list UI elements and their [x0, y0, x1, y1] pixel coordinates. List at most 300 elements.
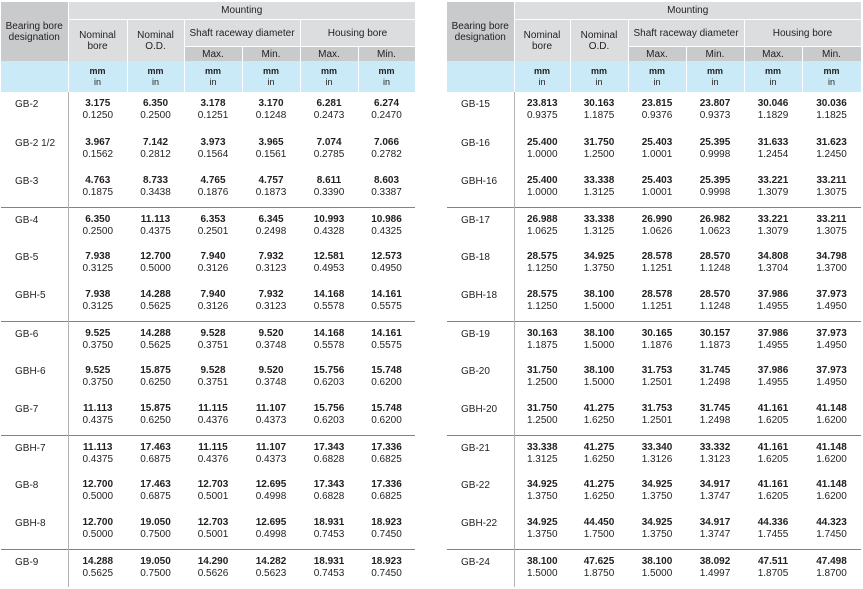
- value-in: 0.5623: [255, 567, 287, 579]
- value-in: 0.6203: [313, 377, 345, 388]
- value-in: 1.1873: [699, 339, 731, 351]
- value-in: 0.5001: [197, 491, 229, 502]
- bearing-designation: GB-7: [1, 397, 68, 435]
- value-mm: 34.925: [526, 479, 558, 490]
- value-mm: 15.875: [140, 365, 171, 376]
- value-mm: 9.520: [258, 327, 284, 339]
- value-in: 1.4955: [757, 301, 789, 312]
- housing-max-cell: [300, 435, 358, 473]
- housing-min-cell: [358, 435, 415, 473]
- housing-min-cell: [358, 511, 415, 549]
- shaft-max-cell: [184, 397, 242, 435]
- value-in: 1.2500: [583, 149, 615, 160]
- nominal-od-cell: [127, 473, 184, 511]
- value-mm: 33.221: [757, 175, 789, 186]
- bearing-designation: GBH-16: [447, 169, 514, 207]
- bearing-designation: GBH-5: [1, 283, 68, 321]
- value-in: 1.7500: [583, 529, 615, 540]
- value-in: 1.8700: [816, 567, 847, 579]
- value-mm: 31.750: [526, 365, 558, 376]
- value-in: 0.7453: [313, 529, 345, 540]
- value-in: 0.4325: [371, 225, 402, 237]
- nominal-od-cell: [570, 511, 628, 549]
- value-mm: 15.748: [371, 365, 402, 376]
- value-mm: 44.450: [583, 517, 615, 528]
- value-in: 1.1248: [699, 301, 731, 312]
- value-in: 1.0001: [641, 187, 673, 198]
- nominal-bore-cell: [514, 169, 570, 207]
- value-mm: 38.100: [526, 555, 558, 567]
- shaft-max-cell: [184, 511, 242, 549]
- value-mm: 41.148: [816, 403, 847, 414]
- bearing-designation: GBH-20: [447, 397, 514, 435]
- value-mm: 12.581: [313, 251, 345, 262]
- value-in: 1.5000: [583, 377, 615, 388]
- value-in: 0.3748: [255, 377, 287, 388]
- value-in: 1.3750: [526, 529, 558, 540]
- nominal-bore-cell: [68, 283, 127, 321]
- shaft-max-cell: [628, 473, 686, 511]
- value-mm: 15.875: [140, 403, 171, 414]
- shaft-min-cell: [242, 169, 300, 207]
- mounting-header: Mounting: [68, 2, 415, 20]
- nominal-od-header: Nominal O.D.: [570, 20, 628, 62]
- housing-min-cell: [802, 511, 861, 549]
- value-mm: 28.575: [526, 289, 558, 300]
- housing-min-cell: [358, 245, 415, 283]
- housing-max-cell: [744, 321, 802, 359]
- housing-min-cell: [802, 131, 861, 169]
- value-mm: 33.338: [526, 441, 558, 453]
- table-row: [447, 359, 861, 397]
- value-in: 0.7450: [371, 567, 402, 579]
- value-mm: 14.168: [313, 327, 345, 339]
- value-mm: 41.161: [757, 403, 789, 414]
- value-mm: 37.986: [757, 289, 789, 300]
- shaft-max-cell: [184, 283, 242, 321]
- value-mm: 25.395: [699, 137, 731, 148]
- value-in: 0.6828: [313, 491, 345, 502]
- nominal-od-cell: [127, 511, 184, 549]
- shaft-max-cell: [184, 131, 242, 169]
- shaft-min-cell: [242, 435, 300, 473]
- value-in: 1.2501: [641, 377, 673, 388]
- nominal-bore-cell: [514, 511, 570, 549]
- value-in: 1.5000: [583, 301, 615, 312]
- value-in: 1.1248: [699, 263, 731, 274]
- unit-cell: mm in: [300, 61, 358, 92]
- table-row: [1, 397, 415, 435]
- value-in: 0.1250: [82, 110, 114, 121]
- value-in: 0.5625: [140, 339, 171, 351]
- housing-max-header: Max.: [744, 47, 802, 62]
- table-row: [1, 283, 415, 321]
- value-in: 1.4950: [816, 377, 847, 388]
- value-in: 0.1564: [197, 149, 229, 160]
- unit-cell: mm in: [68, 61, 127, 92]
- nominal-bore-cell: [68, 321, 127, 359]
- shaft-min-cell: [686, 435, 744, 473]
- value-in: 0.3387: [371, 187, 402, 198]
- table-row: [447, 321, 861, 359]
- nominal-od-cell: [570, 245, 628, 283]
- shaft-min-cell: [242, 321, 300, 359]
- nominal-od-cell: [570, 473, 628, 511]
- value-mm: 6.345: [258, 213, 284, 225]
- bearing-designation: GB-3: [1, 169, 68, 207]
- units-row: [1, 61, 415, 92]
- housing-min-cell: [802, 435, 861, 473]
- designation-header: Bearing bore designation: [447, 2, 514, 61]
- housing-min-cell: [358, 321, 415, 359]
- table-row: [1, 435, 415, 473]
- table-row: [447, 92, 861, 131]
- value-mm: 17.343: [313, 441, 345, 453]
- value-mm: 12.573: [371, 251, 402, 262]
- nominal-bore-cell: [514, 549, 570, 587]
- nominal-od-cell: [127, 92, 184, 131]
- nominal-bore-cell: [514, 359, 570, 397]
- value-in: 1.1251: [641, 263, 673, 274]
- unit-cell: mm in: [514, 61, 570, 92]
- bearing-designation: GB-17: [447, 207, 514, 245]
- value-mm: 38.100: [583, 365, 615, 376]
- value-mm: 33.338: [583, 175, 615, 186]
- housing-min-cell: [802, 473, 861, 511]
- value-mm: 33.340: [641, 441, 673, 453]
- housing-min-cell: [802, 245, 861, 283]
- value-in: 0.4375: [82, 415, 114, 426]
- value-mm: 47.498: [816, 555, 847, 567]
- value-mm: 14.288: [82, 555, 114, 567]
- value-mm: 18.931: [313, 517, 345, 528]
- value-mm: 31.753: [641, 365, 673, 376]
- value-mm: 26.988: [526, 213, 558, 225]
- shaft-min-cell: [686, 397, 744, 435]
- value-in: 0.1875: [82, 187, 114, 198]
- shaft-max-cell: [184, 473, 242, 511]
- value-in: 0.9373: [699, 110, 731, 121]
- value-mm: 7.066: [373, 137, 400, 148]
- value-mm: 28.578: [641, 251, 673, 262]
- value-mm: 28.575: [526, 251, 558, 262]
- value-in: 0.6828: [313, 453, 345, 465]
- shaft-min-cell: [686, 283, 744, 321]
- shaft-max-cell: [628, 397, 686, 435]
- nominal-bore-cell: [68, 473, 127, 511]
- value-in: 1.1251: [641, 301, 673, 312]
- housing-min-cell: [358, 397, 415, 435]
- nominal-od-cell: [570, 549, 628, 587]
- value-mm: 9.528: [200, 327, 226, 339]
- shaft-min-cell: [242, 245, 300, 283]
- shaft-max-cell: [184, 549, 242, 587]
- value-mm: 7.074: [316, 137, 342, 148]
- bearing-designation: GB-24: [447, 549, 514, 587]
- housing-max-cell: [744, 511, 802, 549]
- table-row: [447, 245, 861, 283]
- bearing-designation: GB-16: [447, 131, 514, 169]
- value-in: 1.6250: [583, 453, 615, 465]
- value-in: 0.4375: [82, 453, 114, 465]
- value-in: 1.1876: [641, 339, 673, 351]
- value-in: 0.6250: [140, 415, 171, 426]
- shaft-min-cell: [686, 131, 744, 169]
- shaft-max-cell: [628, 92, 686, 131]
- value-mm: 38.100: [583, 327, 615, 339]
- housing-min-cell: [802, 283, 861, 321]
- value-in: 1.3075: [816, 225, 847, 237]
- shaft-raceway-header: Shaft raceway diameter: [184, 20, 300, 47]
- value-mm: 26.982: [699, 213, 731, 225]
- value-mm: 15.748: [371, 403, 402, 414]
- table-row: [1, 321, 415, 359]
- shaft-min-cell: [686, 511, 744, 549]
- value-in: 0.5578: [313, 339, 345, 351]
- value-mm: 15.756: [313, 365, 345, 376]
- value-mm: 7.932: [258, 251, 284, 262]
- nominal-od-cell: [570, 169, 628, 207]
- value-mm: 12.700: [82, 479, 114, 490]
- value-mm: 12.695: [255, 517, 287, 528]
- value-in: 1.5000: [583, 339, 615, 351]
- shaft-max-cell: [628, 321, 686, 359]
- nominal-bore-cell: [68, 92, 127, 131]
- table-row: [447, 511, 861, 549]
- value-mm: 14.290: [197, 555, 229, 567]
- housing-min-cell: [802, 207, 861, 245]
- value-mm: 37.986: [757, 327, 789, 339]
- value-in: 1.3075: [816, 187, 847, 198]
- value-mm: 28.570: [699, 289, 731, 300]
- value-mm: 33.332: [699, 441, 731, 453]
- shaft-min-cell: [242, 359, 300, 397]
- shaft-max-cell: [628, 359, 686, 397]
- value-in: 1.2450: [816, 149, 847, 160]
- value-mm: 11.115: [198, 441, 228, 453]
- nominal-bore-cell: [514, 397, 570, 435]
- value-in: 0.2782: [371, 149, 402, 160]
- value-in: 1.4950: [816, 339, 847, 351]
- units-row: [447, 61, 861, 92]
- nominal-od-cell: [127, 397, 184, 435]
- bearing-designation: GB-21: [447, 435, 514, 473]
- shaft-max-cell: [184, 169, 242, 207]
- value-mm: 4.765: [200, 175, 226, 186]
- shaft-max-cell: [184, 245, 242, 283]
- value-in: 0.6875: [140, 453, 171, 465]
- value-mm: 33.211: [816, 175, 847, 186]
- nominal-bore-cell: [68, 397, 127, 435]
- nominal-od-cell: [570, 397, 628, 435]
- value-mm: 18.923: [371, 517, 402, 528]
- value-in: 1.0626: [641, 225, 673, 237]
- value-in: 1.6205: [757, 491, 789, 502]
- value-in: 1.3750: [526, 491, 558, 502]
- housing-max-cell: [300, 549, 358, 587]
- value-in: 0.7500: [140, 529, 171, 540]
- value-mm: 41.275: [583, 479, 615, 490]
- value-mm: 7.938: [85, 289, 111, 300]
- value-in: 1.7450: [816, 529, 847, 540]
- value-mm: 30.036: [816, 98, 847, 109]
- value-in: 0.2498: [255, 225, 287, 237]
- value-in: 0.6825: [371, 453, 402, 465]
- value-mm: 17.336: [371, 441, 402, 453]
- nominal-bore-cell: [514, 321, 570, 359]
- value-mm: 8.733: [142, 175, 169, 186]
- value-in: 1.4955: [757, 377, 789, 388]
- nominal-od-cell: [127, 131, 184, 169]
- value-mm: 34.917: [699, 517, 731, 528]
- value-in: 1.1825: [816, 110, 847, 121]
- value-mm: 25.403: [641, 175, 673, 186]
- shaft-max-cell: [628, 435, 686, 473]
- value-mm: 6.281: [316, 98, 342, 109]
- value-in: 0.6203: [313, 415, 345, 426]
- nominal-bore-cell: [68, 359, 127, 397]
- value-in: 1.5000: [641, 567, 673, 579]
- table-row: [447, 283, 861, 321]
- unit-cell: mm in: [242, 61, 300, 92]
- value-mm: 41.275: [583, 403, 615, 414]
- value-mm: 9.525: [85, 327, 111, 339]
- value-mm: 4.757: [258, 175, 284, 186]
- value-mm: 11.107: [255, 403, 287, 414]
- nominal-od-cell: [570, 321, 628, 359]
- table-row: [447, 473, 861, 511]
- value-mm: 30.163: [526, 327, 558, 339]
- value-in: 1.6205: [757, 453, 789, 465]
- value-mm: 6.353: [200, 213, 226, 225]
- housing-max-header: Max.: [300, 47, 358, 62]
- value-mm: 33.211: [816, 213, 847, 225]
- value-in: 1.3125: [526, 453, 558, 465]
- value-mm: 28.578: [641, 289, 673, 300]
- shaft-max-cell: [628, 131, 686, 169]
- housing-max-cell: [300, 397, 358, 435]
- value-in: 1.0625: [526, 225, 558, 237]
- housing-max-cell: [744, 245, 802, 283]
- table-row: [1, 92, 415, 131]
- value-in: 0.3751: [197, 339, 229, 351]
- value-in: 0.4998: [255, 491, 287, 502]
- unit-cell: mm in: [686, 61, 744, 92]
- shaft-max-cell: [628, 169, 686, 207]
- nominal-od-cell: [127, 321, 184, 359]
- nominal-od-cell: [570, 131, 628, 169]
- value-mm: 41.275: [583, 441, 615, 453]
- shaft-max-cell: [628, 245, 686, 283]
- nominal-bore-cell: [514, 92, 570, 131]
- value-in: 0.4950: [371, 263, 402, 274]
- shaft-min-cell: [686, 207, 744, 245]
- bearing-designation: GB-2: [1, 92, 68, 131]
- bearing-designation: GBH-6: [1, 359, 68, 397]
- value-in: 1.6250: [583, 415, 615, 426]
- value-mm: 11.113: [83, 441, 113, 453]
- value-mm: 33.221: [757, 213, 789, 225]
- value-in: 1.2500: [526, 377, 558, 388]
- nominal-od-cell: [570, 207, 628, 245]
- value-in: 1.2454: [757, 149, 789, 160]
- nominal-od-cell: [127, 283, 184, 321]
- value-mm: 41.161: [757, 479, 789, 490]
- housing-max-cell: [300, 511, 358, 549]
- value-mm: 41.148: [816, 441, 847, 453]
- value-in: 0.9376: [641, 110, 673, 121]
- value-in: 0.3750: [82, 339, 114, 351]
- value-in: 1.3750: [641, 529, 673, 540]
- value-in: 0.1248: [255, 110, 287, 121]
- value-mm: 3.965: [258, 137, 284, 148]
- designation-header: Bearing bore designation: [1, 2, 68, 61]
- value-mm: 6.350: [142, 98, 169, 109]
- value-mm: 37.986: [757, 365, 789, 376]
- shaft-min-header: Min.: [242, 47, 300, 62]
- value-in: 1.8705: [757, 567, 789, 579]
- value-in: 0.3438: [140, 187, 171, 198]
- nominal-bore-cell: [68, 207, 127, 245]
- nominal-od-cell: [127, 207, 184, 245]
- shaft-min-cell: [686, 359, 744, 397]
- value-mm: 34.925: [641, 479, 673, 490]
- value-mm: 47.625: [583, 555, 615, 567]
- unit-cell: mm in: [744, 61, 802, 92]
- value-mm: 3.178: [200, 98, 226, 109]
- value-in: 0.5575: [371, 301, 402, 312]
- nominal-od-cell: [570, 359, 628, 397]
- value-in: 1.3125: [583, 187, 615, 198]
- housing-min-cell: [802, 397, 861, 435]
- bearing-designation: GB-5: [1, 245, 68, 283]
- value-in: 0.9998: [699, 149, 731, 160]
- value-mm: 9.520: [258, 365, 284, 376]
- value-mm: 14.161: [371, 289, 402, 300]
- value-mm: 47.511: [757, 555, 789, 567]
- shaft-min-cell: [686, 245, 744, 283]
- housing-min-header: Min.: [358, 47, 415, 62]
- nominal-bore-cell: [514, 473, 570, 511]
- nominal-od-cell: [127, 359, 184, 397]
- shaft-min-cell: [242, 283, 300, 321]
- value-mm: 7.142: [142, 137, 169, 148]
- value-in: 0.4376: [197, 415, 229, 426]
- value-in: 0.5578: [313, 301, 345, 312]
- housing-max-cell: [300, 473, 358, 511]
- value-in: 1.4955: [757, 339, 789, 351]
- value-mm: 14.282: [255, 555, 287, 567]
- table-row: [447, 169, 861, 207]
- nominal-bore-header: Nominal bore: [68, 20, 127, 62]
- housing-max-cell: [300, 169, 358, 207]
- value-mm: 14.161: [371, 327, 402, 339]
- housing-min-cell: [358, 359, 415, 397]
- shaft-max-header: Max.: [628, 47, 686, 62]
- value-mm: 38.092: [699, 555, 731, 567]
- value-mm: 17.336: [371, 479, 402, 490]
- bearing-designation: GB-20: [447, 359, 514, 397]
- value-in: 1.3126: [641, 453, 673, 465]
- nominal-od-cell: [570, 435, 628, 473]
- value-mm: 9.525: [85, 365, 111, 376]
- value-mm: 25.400: [526, 175, 558, 186]
- bearing-designation: GBH-7: [1, 435, 68, 473]
- value-in: 0.5626: [197, 567, 229, 579]
- value-mm: 7.932: [258, 289, 284, 300]
- nominal-bore-cell: [68, 511, 127, 549]
- value-mm: 12.695: [255, 479, 287, 490]
